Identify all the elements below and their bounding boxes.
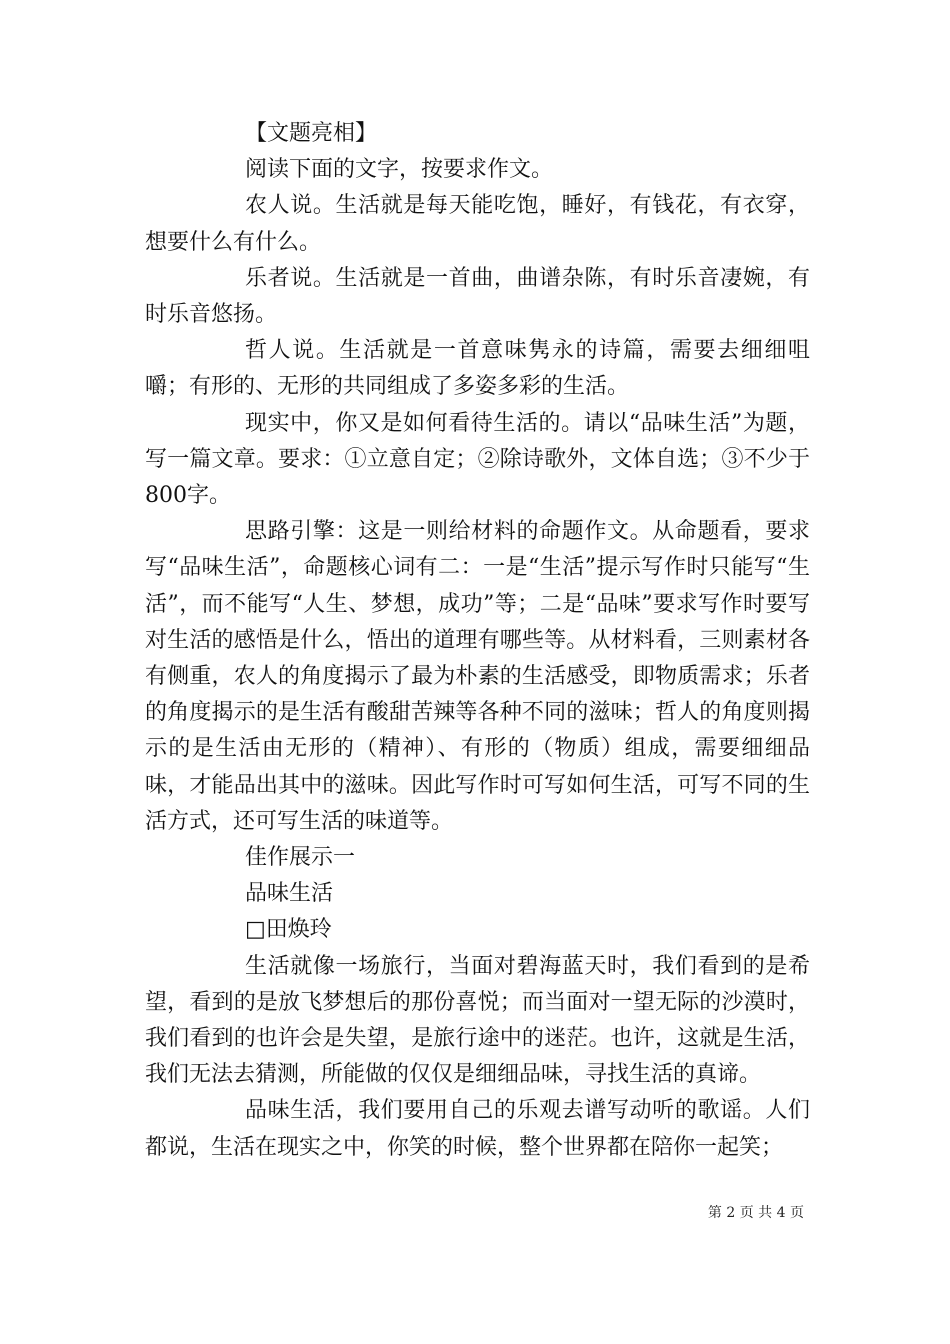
- page-number: 第 2 页 共 4 页: [707, 1205, 804, 1221]
- document-body: [145, 116, 810, 1166]
- musician-quote-paragraph: 乐者说。生活就是一首曲，曲谱杂陈，有时乐音凄婉，有时乐音悠扬。: [145, 265, 810, 328]
- guidance-paragraph: 思路引擎：这是一则给材料的命题作文。从命题看，要求写“品味生活”，命题核心词有二：一是“生活”提示写作时只能写“生活”，而不能写“人生、梦想，成功”等；二是“品味”要求写作时要写对生活的感悟是什么，悟出的道理有哪些等。从材料看，三则素材各有侧重，农人的角度揭示了最为朴素的生活感受，即物质需求；乐者的角度揭示的是生活有酸甜苦辣等各种不同的滋味；哲人的角度则揭示的是生活由无形的（精神）、有形的（物质）组成，需要细细品味，才能品出其中的滋味。因此写作时可写如何生活，可写不同的生活方式，还可写生活的味道等。: [145, 519, 810, 834]
- prompt-paragraph: 现实中，你又是如何看待生活的。请以“品味生活”为题，写一篇文章。要求：①立意自定；②除诗歌外，文体自选；③不少于800字。: [145, 410, 810, 509]
- essay-author: □田焕玲: [245, 917, 332, 943]
- philosopher-quote-paragraph: 哲人说。生活就是一首意味隽永的诗篇，需要去细细咀嚼；有形的、无形的共同组成了多姿多彩的生活。: [145, 338, 810, 400]
- essay-title: 品味生活: [245, 881, 334, 907]
- farmer-quote-paragraph: 农人说。生活就是每天能吃饱，睡好，有钱花，有衣穿，想要什么有什么。: [145, 193, 810, 255]
- section-heading: 【文题亮相】: [245, 121, 378, 146]
- essay-paragraph: 生活就像一场旅行，当面对碧海蓝天时，我们看到的是希望，看到的是放飞梦想后的那份喜悦；而当面对一望无际的沙漠时，我们看到的也许会是失望，是旅行途中的迷茫。也许，这就是生活，我们无法去猜测，所能做的仅仅是细细品味，寻找生活的真谛。: [145, 953, 810, 1088]
- essay-paragraph: 品味生活，我们要用自己的乐观去谱写动听的歌谣。人们都说，生活在现实之中，你笑的时候，整个世界都在陪你一起笑；: [145, 1098, 810, 1160]
- instruction-paragraph: 阅读下面的文字，按要求作文。: [245, 157, 554, 183]
- sample-heading: 佳作展示一: [245, 845, 356, 871]
